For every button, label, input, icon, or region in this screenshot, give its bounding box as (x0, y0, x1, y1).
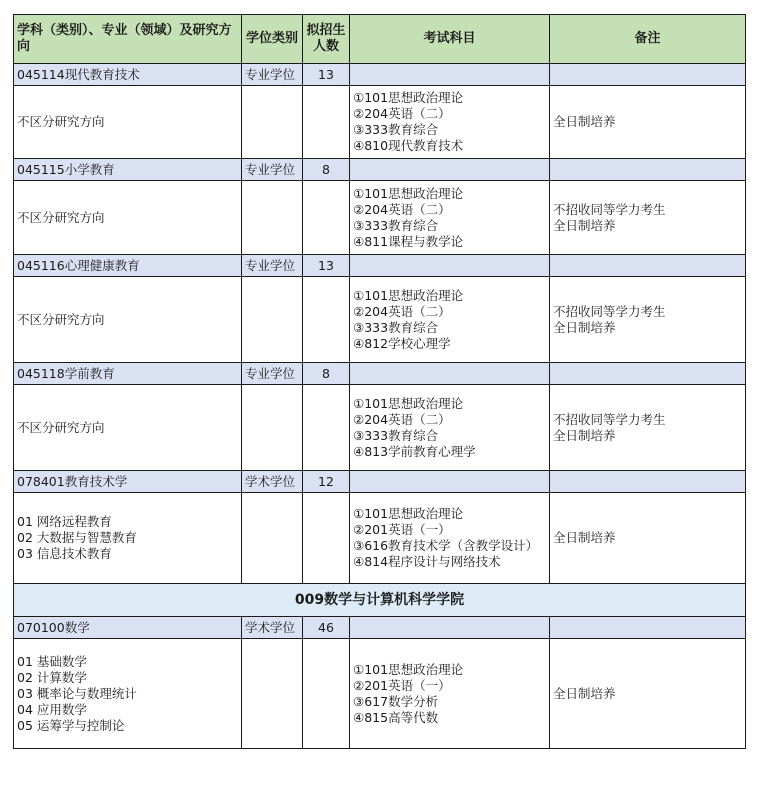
research-directions (14, 385, 242, 471)
exam-list-line: ①101思想政治理论 (353, 287, 464, 303)
planned-count: 46 (303, 617, 350, 639)
exam-list-line: ③333教育综合 (353, 319, 439, 335)
research-directions (14, 639, 242, 749)
header-exam-subjects: 考试科目 (350, 15, 550, 64)
exam-list-line: ④814程序设计与网络技术 (353, 554, 501, 569)
remarks-empty (550, 471, 746, 493)
count-empty (303, 181, 350, 255)
exam-list (350, 493, 550, 584)
college-row (14, 584, 746, 617)
college-title: 009数学与计算机科学学院 (14, 584, 746, 617)
exam-list-line: ②204英语（二） (353, 106, 451, 121)
detail-row (14, 385, 746, 471)
research-directions-line: 04 应用数学 (17, 701, 87, 717)
exam-list-line: ②204英语（二） (353, 411, 451, 427)
remarks (550, 86, 746, 159)
remarks-empty (550, 617, 746, 639)
detail-row (14, 86, 746, 159)
exam-list-line: ④812学校心理学 (353, 335, 451, 351)
exam-list-line: ③333教育综合 (353, 427, 439, 443)
exam-list-line: ④810现代教育技术 (353, 138, 464, 153)
detail-row (14, 181, 746, 255)
research-directions-line: 01 网络远程教育 (17, 514, 112, 529)
program-name: 070100数学 (14, 617, 242, 639)
research-directions-line: 02 大数据与智慧教育 (17, 530, 137, 545)
degree-empty (242, 86, 303, 159)
exam-list-line: ②201英语（一） (353, 522, 451, 537)
planned-count: 8 (303, 159, 350, 181)
header-remarks: 备注 (550, 15, 746, 64)
program-row (14, 363, 746, 385)
remarks-empty (550, 64, 746, 86)
remarks-line: 全日制培养 (553, 114, 616, 129)
research-directions-line: 不区分研究方向 (17, 419, 105, 435)
remarks-line: 全日制培养 (553, 217, 616, 233)
exam-empty (350, 255, 550, 277)
remarks-line: 不招收同等学力考生 (553, 303, 666, 319)
table-header (14, 15, 746, 64)
exam-list (350, 385, 550, 471)
research-directions-line: 05 运筹学与控制论 (17, 717, 125, 733)
research-directions-line: 03 概率论与数理统计 (17, 685, 137, 701)
exam-list-line: ②204英语（二） (353, 201, 451, 217)
header-degree-type: 学位类别 (242, 15, 303, 64)
research-directions-line: 不区分研究方向 (17, 114, 105, 129)
remarks (550, 639, 746, 749)
count-empty (303, 277, 350, 363)
degree-empty (242, 181, 303, 255)
planned-count: 12 (303, 471, 350, 493)
program-name: 045115小学教育 (14, 159, 242, 181)
degree-type: 专业学位 (242, 64, 303, 86)
degree-empty (242, 277, 303, 363)
remarks-empty (550, 255, 746, 277)
remarks (550, 493, 746, 584)
detail-row (14, 493, 746, 584)
detail-row (14, 277, 746, 363)
research-directions-line: 02 计算数学 (17, 669, 87, 685)
exam-list (350, 277, 550, 363)
degree-type: 学术学位 (242, 617, 303, 639)
planned-count: 8 (303, 363, 350, 385)
count-empty (303, 385, 350, 471)
degree-type: 专业学位 (242, 159, 303, 181)
program-name: 045114现代教育技术 (14, 64, 242, 86)
exam-list-line: ①101思想政治理论 (353, 185, 464, 201)
exam-list-line: ③617数学分析 (353, 693, 439, 709)
exam-list-line: ④811课程与教学论 (353, 233, 464, 249)
remarks-line: 不招收同等学力考生 (553, 411, 666, 427)
count-empty (303, 639, 350, 749)
remarks (550, 277, 746, 363)
research-directions-line: 01 基础数学 (17, 653, 87, 669)
degree-type: 专业学位 (242, 255, 303, 277)
header-planned-count: 拟招生人数 (303, 15, 350, 64)
exam-list-line: ③333教育综合 (353, 217, 439, 233)
remarks-line: 全日制培养 (553, 530, 616, 545)
exam-list-line: ①101思想政治理论 (353, 90, 464, 105)
research-directions (14, 181, 242, 255)
exam-list-line: ①101思想政治理论 (353, 661, 464, 677)
exam-empty (350, 159, 550, 181)
degree-empty (242, 493, 303, 584)
degree-type: 学术学位 (242, 471, 303, 493)
planned-count: 13 (303, 64, 350, 86)
detail-row (14, 639, 746, 749)
program-row (14, 64, 746, 86)
program-name: 045118学前教育 (14, 363, 242, 385)
research-directions (14, 277, 242, 363)
remarks-empty (550, 159, 746, 181)
remarks-line: 全日制培养 (553, 685, 616, 701)
exam-list-line: ②204英语（二） (353, 303, 451, 319)
exam-list-line: ①101思想政治理论 (353, 395, 464, 411)
program-row (14, 255, 746, 277)
exam-empty (350, 617, 550, 639)
exam-list-line: ③616教育技术学（含教学设计） (353, 538, 539, 553)
count-empty (303, 86, 350, 159)
program-name: 078401教育技术学 (14, 471, 242, 493)
program-name: 045116心理健康教育 (14, 255, 242, 277)
remarks-line: 全日制培养 (553, 319, 616, 335)
research-directions (14, 86, 242, 159)
remarks-line: 全日制培养 (553, 427, 616, 443)
research-directions-line: 不区分研究方向 (17, 311, 105, 327)
exam-list (350, 181, 550, 255)
remarks (550, 181, 746, 255)
program-row (14, 617, 746, 639)
exam-list-line: ①101思想政治理论 (353, 506, 464, 521)
header-subject: 学科（类别）、专业（领域）及研究方向 (14, 15, 242, 64)
degree-empty (242, 639, 303, 749)
exam-list-line: ④815高等代数 (353, 709, 439, 725)
program-row (14, 159, 746, 181)
exam-list-line: ②201英语（一） (353, 677, 451, 693)
exam-list-line: ③333教育综合 (353, 122, 439, 137)
remarks (550, 385, 746, 471)
planned-count: 13 (303, 255, 350, 277)
exam-list (350, 639, 550, 749)
exam-empty (350, 64, 550, 86)
exam-list-line: ④813学前教育心理学 (353, 443, 476, 459)
program-row (14, 471, 746, 493)
count-empty (303, 493, 350, 584)
remarks-line: 不招收同等学力考生 (553, 201, 666, 217)
exam-list (350, 86, 550, 159)
exam-empty (350, 471, 550, 493)
research-directions (14, 493, 242, 584)
admissions-table (13, 14, 746, 749)
research-directions-line: 不区分研究方向 (17, 209, 105, 225)
remarks-empty (550, 363, 746, 385)
exam-empty (350, 363, 550, 385)
degree-empty (242, 385, 303, 471)
research-directions-line: 03 信息技术教育 (17, 546, 112, 561)
degree-type: 专业学位 (242, 363, 303, 385)
